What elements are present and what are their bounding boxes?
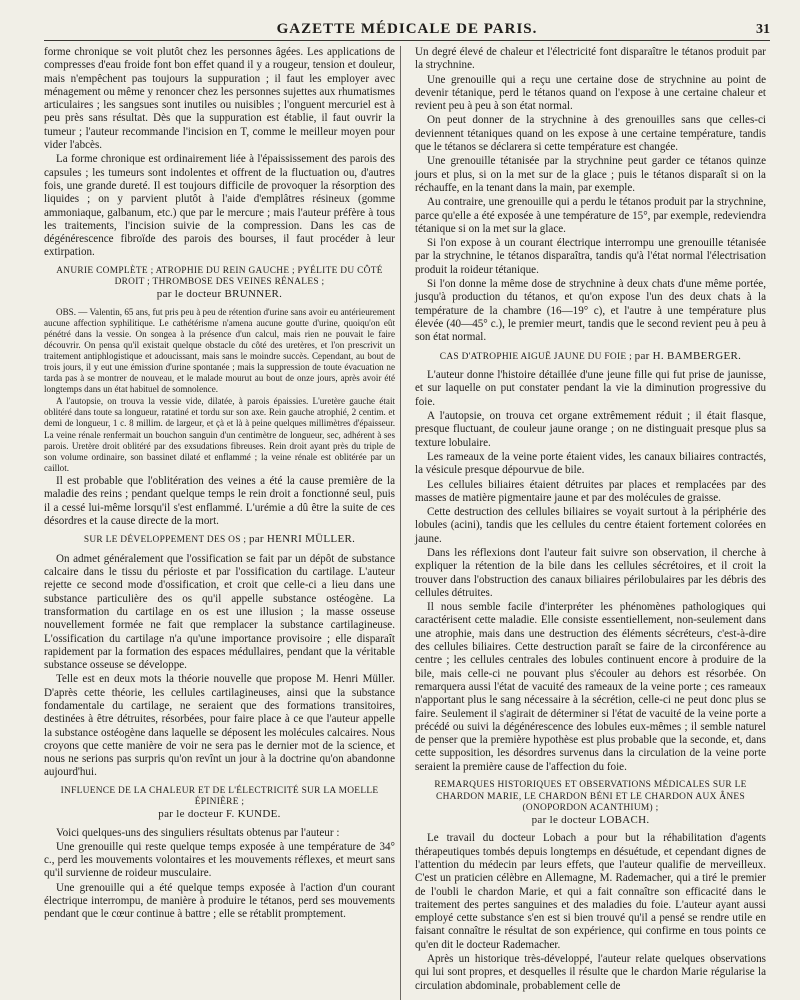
section-heading — [415, 351, 766, 364]
section-author: par le docteur F. KUNDE. — [158, 807, 281, 820]
paragraph: On admet généralement que l'ossification se fait par un dépôt de substance calcaire dans le tissu du périoste et par l'ossification du cartilage. L'auteur rejette ce second mode d'ossification, et croit que celle-ci a lieu dans une substance particulière des os qu'il appelle substance ostéogène. La transformation du cartilage en os est une illusion ; la masse osseuse nouvellement formée ne fait que remplacer la substance cartilagineuse. L'ossification du cartilage n'a qu'une importance provisoire ; elle disparaît rapidement par la formation des espaces médullaires, pendant que la véritable substance osseuse se développe. — [44, 552, 395, 672]
section-author: par le docteur LOBACH. — [531, 813, 650, 826]
paragraph: Cette destruction des cellules biliaires se voyait surtout à la périphérie des lobules (acini), tandis que les cellules du centre étaient fortement colorées en jaune. — [415, 506, 766, 545]
paragraph: Une grenouille qui a été quelque temps exposée à l'action d'un courant électrique interrompu, de manière à produire le tétanos, perd ses mouvements pendant que le cœur continue à battre ; elle se rétablit promptement. — [44, 881, 395, 921]
paragraph: Une grenouille qui reste quelque temps exposée à une température de 34° c., perd les mouvements volontaires et les mouvements réflexes, et meurt sans qu'il survienne de roideur musculaire. — [44, 840, 395, 880]
section-author: par H. BAMBERGER. — [634, 349, 742, 362]
section-heading — [44, 786, 395, 821]
paragraph: Après un historique très-développé, l'auteur relate quelques observations qui lui sont propres, et desquelles il résulte que le chardon Marie régularise la circulation abdominale, probablement celle de — [415, 953, 766, 992]
paragraph: Une grenouille qui a reçu une certaine dose de strychnine au point de devenir tétanique, perd le tétanos quand on l'expose à une certaine chaleur et revient peu à peu à son état normal. — [415, 73, 766, 113]
observation: A l'autopsie, on trouva la vessie vide, dilatée, à parois épaissies. L'uretère gauche était oblitéré dans toute sa longueur, ratatiné et tordu sur son axe. Rein gauche atrophié, 2 centim. et demi de longueur, 1 c. 8 millim. de largeur, et çà et là à peine quelques millimètres d'épaisseur. La veine rénale renfermait un bouchon sanguin d'un centimètre de longueur, sec, adhérent à ses parois. Uretère droit oblitéré par des exsudations fibreuses. Rein droit ayant près du triple de son volume ordinaire, son bassinet dilaté et enflammé ; la veine rénale est oblitérée par un caillot. — [44, 396, 395, 473]
masthead — [44, 14, 770, 41]
right-column — [415, 46, 766, 994]
section-heading — [44, 534, 395, 547]
section-title: CAS D'ATROPHIE AIGUË JAUNE DU FOIE ; — [439, 351, 632, 362]
paragraph: forme chronique se voit plutôt chez les personnes âgées. Les applications de compresses d'eau froide font bon effet quand il y a rougeur, tension et douleur, mais n'empêchent pas toujours la suppuration ; il faut les employer avec ménagement ou même y renoncer chez les personnes sujettes aux rhumatismes articulaires ; les sangsues sont inutiles ou nuisibles ; l'onguent mercuriel est à peu près sans résultat. Dès que la suppuration est établie, il faut ouvrir la tumeur ; l'auteur recommande l'incision en T, comme le meilleur moyen pour vider l'abcès. — [44, 46, 395, 152]
paragraph: On peut donner de la strychnine à des grenouilles sans que celles-ci deviennent tétaniques quand on les expose à une certaine température, tandis que le tétanos se déclarera si cette température est changée. — [415, 114, 766, 154]
section-heading — [415, 780, 766, 826]
section-title: REMARQUES HISTORIQUES ET OBSERVATIONS MÉDICALES SUR LE CHARDON MARIE, LE CHARDON BÉNI ET LE CHARDON AUX ÂNES (ONOPORDON ACANTHIUM) ; — [434, 780, 747, 814]
paragraph: A l'autopsie, on trouva cet organe extrêmement réduit ; il était flasque, presque fluctuant, de couleur jaune orange ; on ne distinguait presque plus sa texture lobulaire. — [415, 410, 766, 449]
observation: OBS. — Valentin, 65 ans, fut pris peu à peu de rétention d'urine sans avoir eu antérieurement aucune affection syphilitique. Le cathétérisme n'amena aucune goutte d'urine, quoiqu'on eût pénétré dans la vessie. On songea à la présence d'un calcul, mais rien ne pouvait le faire découvrir. On pensa qu'il existait quelque obstacle du côté des uretères, et l'on prescrivit un traitement antiphlogistique et adoucissant, mais sans le moindre succès. Cependant, au bout de trois jours, il y eut une émission d'urine spontanée ; mais la suppression de toute évacuation ne tarda pas à se montrer de nouveau, et le malade mourut au bout de onze jours, après avoir été longtemps dans un état habituel de somnolence. — [44, 306, 395, 395]
paragraph: Les cellules biliaires étaient détruites par places et remplacées par des masses de matière pigmentaire jaune et par des molécules de graisse. — [415, 478, 766, 504]
paragraph: Il est probable que l'oblitération des veines a été la cause première de la maladie des reins ; pendant quelque temps le rein droit a fonctionné seul, puis il a cessé lui-même lorsqu'il s'est enflammé. L'urémie a dû être la suite de ces désordres et la cause directe de la mort. — [44, 474, 395, 527]
section-title: ANURIE COMPLÈTE ; ATROPHIE DU REIN GAUCHE ; PYÉLITE DU CÔTÉ DROIT ; THROMBOSE DES VEINES RÉNALES ; — [56, 265, 383, 288]
paragraph: Telle est en deux mots la théorie nouvelle que propose M. Henri Müller. D'après cette théorie, les cellules cartilagineuses, ainsi que la substance fondamentale du cartilage, ne seraient que des formations transitoires, destinées à être détruites, résorbées, pour faire place à ce que l'auteur appelle la substance ostéogène dans laquelle se déposent les molécules calcaires. Nous croyons que cette manière de voir ne sera pas le dernier mot de la science, et nous ne serions pas surpris qu'on revînt un jour à la doctrine qu'on abandonne aujourd'hui. — [44, 673, 395, 779]
paragraph: Un degré élevé de chaleur et l'électricité font disparaître le tétanos produit par la strychnine. — [415, 46, 766, 72]
paragraph: Une grenouille tétanisée par la strychnine peut garder ce tétanos quinze jours et plus, si on la met sur de la glace ; puis le tétanos disparaît si on la réchauffe, en la tenant dans la main, par exemple. — [415, 155, 766, 194]
paragraph: L'auteur donne l'histoire détaillée d'une jeune fille qui fut prise de jaunisse, et sur laquelle on put constater pendant la vie la diminution progressive du foie. — [415, 369, 766, 408]
section-author: par HENRI MÜLLER. — [248, 533, 356, 546]
journal-title: GAZETTE MÉDICALE DE PARIS. — [276, 21, 538, 37]
paragraph: Les rameaux de la veine porte étaient vides, les canaux biliaires contractés, la vésicule presque dépourvue de bile. — [415, 450, 766, 477]
paragraph: Il nous semble facile d'interpréter les phénomènes pathologiques qui caractérisent cette maladie. Elle consiste essentiellement, non-seulement dans une atrophie, mais dans une destruction des éléments sécréteurs, c'est-à-dire des cellules biliaires. Cette destruction paraît se faire de la circonférence au centre ; les cellules centrales des lobules continuent encore à produire de la bile, mais celle-ci ne pouvant plus s'écouler au dehors est résorbée. On remarquera aussi l'état de vacuité des rameaux de la veine porte ; ces rameaux n'apportant plus le sang nécessaire à la sécrétion, celle-ci ne peut donc plus se faire. Seulement il s'agirait de déterminer si l'état de vacuité de la veine porte a précédé ou suivi la dégénérescence des lobules eux-mêmes ; il semble naturel de penser que la première hypothèse est plus probable que la seconde, et, dans cette supposition, les désordres survenus dans la circulation de la veine porte seraient la première cause de l'affection du foie. — [415, 601, 766, 773]
paragraph: Le travail du docteur Lobach a pour but la réhabilitation d'agents thérapeutiques tombés depuis longtemps en désuétude, et cependant dignes de l'attention du médecin par leurs effets, que l'auteur qualifie de merveilleux. C'est un praticien célèbre en Allemagne, M. Rademacher, qui a tiré le premier de l'oubli le chardon Marie, et qui a fait connaître son efficacité dans le traitement des pertes sanguines et des maladies du foie. L'auteur ayant aussi employé cette substance s'en est si bien trouvé qu'il a pensé se rendre utile en faisant connaître le résultat de son expérience, qui confirme en tous points ce qu'en dit le docteur Rademacher. — [415, 832, 766, 951]
paragraph: Si l'on expose à un courant électrique interrompu une grenouille tétanisée par la strychnine, le tétanos disparaîtra, tandis qu'à l'état normal l'électrisation produit la roideur tétanique. — [415, 237, 766, 276]
paragraph: Voici quelques-uns des singuliers résultats obtenus par l'auteur : — [56, 826, 340, 839]
paragraph: Dans les réflexions dont l'auteur fait suivre son observation, il cherche à expliquer la rétention de la bile dans les cellules sécrétoires, et il croit la trouver dans l'obstruction des canaux biliaires périlobulaires par les débris des cellules détruites. — [415, 546, 766, 599]
page-number: 31 — [756, 22, 770, 37]
paragraph: Si l'on donne la même dose de strychnine à deux chats d'une même portée, jusqu'à production du tétanos, et qu'on expose l'un des deux chats à la température de la chambre (16—19° c), et l'autre à une température plus élevée (40—45° c.), le premier meurt, tandis que le second revient peu à peu à son état normal. — [415, 278, 766, 344]
section-title: INFLUENCE DE LA CHALEUR ET DE L'ÉLECTRICITÉ SUR LA MOELLE ÉPINIÈRE ; — [60, 785, 379, 808]
left-column — [44, 46, 395, 994]
section-heading — [44, 266, 395, 301]
section-title: SUR LE DÉVELOPPEMENT DES OS ; — [83, 535, 247, 546]
section-author: par le docteur BRUNNER. — [156, 287, 283, 300]
paragraph: Au contraire, une grenouille qui a perdu le tétanos produit par la strychnine, parce qu'elle a été exposée à une température de 15°, par exemple, redeviendra tétanique si on la met sur la glace. — [415, 196, 766, 235]
paragraph: La forme chronique est ordinairement liée à l'épaississement des parois des capsules ; les tumeurs sont indolentes et offrent de la fluctuation ou, d'autres fois, une grande dureté. Il est toujours difficile de provoquer la résorption des liquides ; on y parvient plutôt à l'aide d'emplâtres résineux (gomme ammoniaque, galbanum, etc.) que par le mercure ; mais l'auteur préfère à tous les traitements, l'incision suivie de la compression. Dans les cas de dégénérescence fibroïde des parois des bourses, il faut procéder à leur extirpation. — [44, 153, 395, 259]
